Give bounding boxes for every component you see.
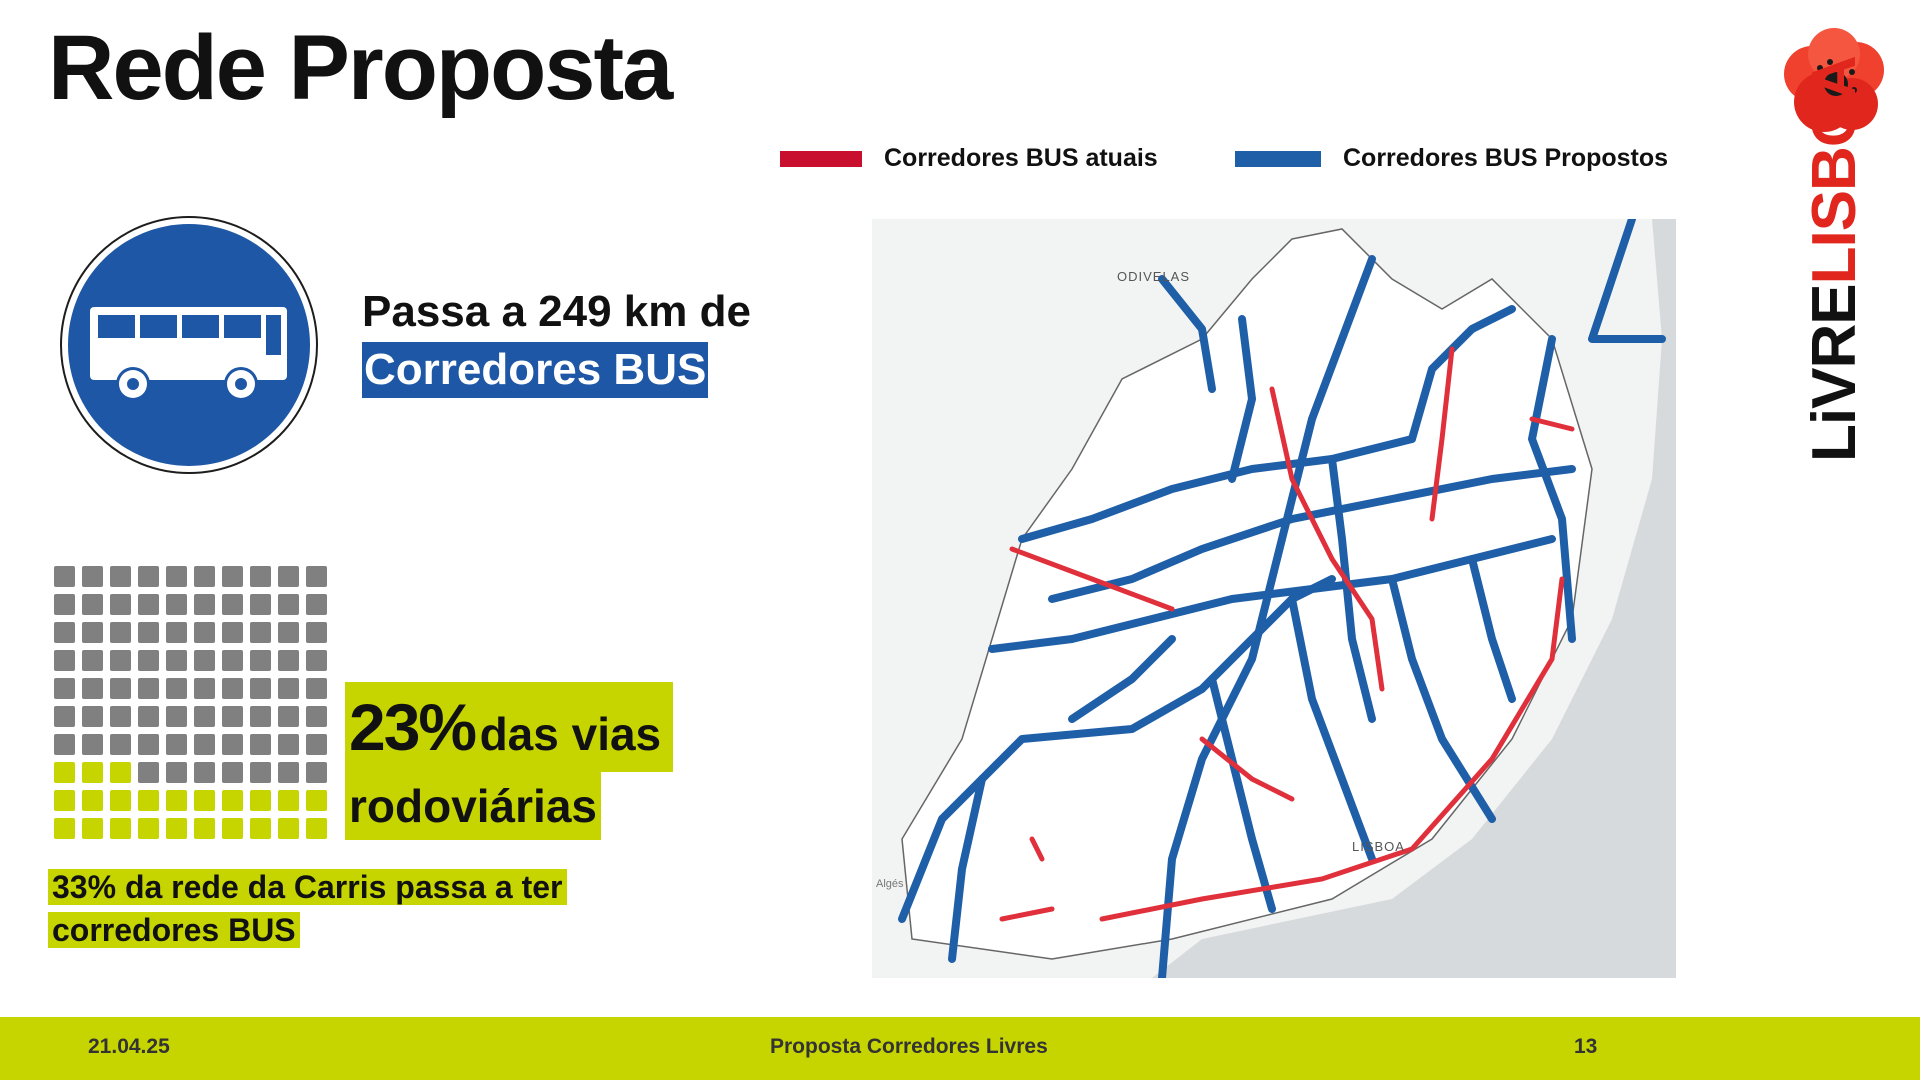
waffle-cell <box>82 734 103 755</box>
waffle-cell <box>306 790 327 811</box>
waffle-cell <box>54 734 75 755</box>
waffle-cell <box>250 706 271 727</box>
waffle-cell <box>278 818 299 839</box>
roads-stat-line2: rodoviárias <box>345 772 601 840</box>
waffle-cell <box>110 622 131 643</box>
waffle-cell <box>166 706 187 727</box>
waffle-cell <box>166 566 187 587</box>
carris-stat <box>48 866 567 952</box>
waffle-cell <box>82 622 103 643</box>
waffle-cell <box>166 818 187 839</box>
waffle-cell <box>82 790 103 811</box>
waffle-cell <box>110 594 131 615</box>
waffle-cell <box>110 734 131 755</box>
map-label-alges: Algés <box>876 878 904 890</box>
waffle-cell <box>222 762 243 783</box>
waffle-cell <box>250 566 271 587</box>
waffle-cell <box>54 790 75 811</box>
waffle-cell <box>54 650 75 671</box>
waffle-cell <box>82 566 103 587</box>
waffle-cell <box>250 594 271 615</box>
legend-current-swatch <box>780 151 862 167</box>
waffle-cell <box>222 734 243 755</box>
waffle-cell <box>54 622 75 643</box>
waffle-cell <box>222 790 243 811</box>
waffle-cell <box>194 818 215 839</box>
map-canvas <box>872 219 1676 978</box>
waffle-cell <box>194 762 215 783</box>
legend-current-label: Corredores BUS atuais <box>884 144 1158 172</box>
waffle-cell <box>138 734 159 755</box>
waffle-cell <box>82 594 103 615</box>
waffle-chart <box>54 566 327 839</box>
waffle-cell <box>278 762 299 783</box>
waffle-cell <box>54 818 75 839</box>
waffle-cell <box>82 650 103 671</box>
waffle-cell <box>54 594 75 615</box>
legend-current <box>780 144 1158 173</box>
waffle-cell <box>222 678 243 699</box>
km-stat-highlight: Corredores BUS <box>362 342 708 398</box>
waffle-cell <box>250 762 271 783</box>
waffle-cell <box>306 734 327 755</box>
waffle-cell <box>110 790 131 811</box>
legend-proposed-label: Corredores BUS Propostos <box>1343 144 1669 172</box>
waffle-cell <box>54 678 75 699</box>
waffle-cell <box>138 818 159 839</box>
waffle-cell <box>138 650 159 671</box>
waffle-cell <box>306 678 327 699</box>
waffle-cell <box>306 622 327 643</box>
waffle-cell <box>222 622 243 643</box>
map-label-odivelas: ODIVELAS <box>1117 269 1191 284</box>
waffle-cell <box>82 762 103 783</box>
brand-word-livre: LiVRE <box>1800 284 1869 462</box>
waffle-cell <box>222 650 243 671</box>
waffle-cell <box>250 622 271 643</box>
brand-logo-text <box>1800 56 1869 462</box>
waffle-cell <box>222 706 243 727</box>
km-stat-line1: Passa a 249 km de <box>362 287 751 336</box>
waffle-cell <box>222 566 243 587</box>
waffle-cell <box>166 678 187 699</box>
footer-title: Proposta Corredores Livres <box>770 1035 1048 1058</box>
waffle-cell <box>138 566 159 587</box>
waffle-cell <box>278 706 299 727</box>
waffle-cell <box>278 566 299 587</box>
waffle-cell <box>194 790 215 811</box>
bus-network-map <box>872 219 1676 978</box>
waffle-cell <box>82 678 103 699</box>
waffle-cell <box>194 650 215 671</box>
waffle-cell <box>250 734 271 755</box>
waffle-cell <box>166 734 187 755</box>
waffle-cell <box>278 678 299 699</box>
roads-stat <box>345 682 673 840</box>
waffle-cell <box>82 818 103 839</box>
waffle-cell <box>54 566 75 587</box>
waffle-cell <box>194 678 215 699</box>
waffle-cell <box>278 790 299 811</box>
waffle-cell <box>138 762 159 783</box>
waffle-cell <box>222 818 243 839</box>
waffle-cell <box>194 622 215 643</box>
waffle-cell <box>306 706 327 727</box>
km-stat <box>362 283 751 399</box>
waffle-cell <box>222 594 243 615</box>
waffle-cell <box>194 566 215 587</box>
waffle-cell <box>138 790 159 811</box>
waffle-cell <box>54 762 75 783</box>
waffle-cell <box>138 706 159 727</box>
waffle-cell <box>138 622 159 643</box>
waffle-cell <box>306 566 327 587</box>
bus-sign-icon <box>58 214 320 476</box>
waffle-cell <box>278 622 299 643</box>
waffle-cell <box>306 818 327 839</box>
brand-word-lisboa: LISBOA <box>1800 56 1869 285</box>
waffle-cell <box>166 622 187 643</box>
footer-page-number: 13 <box>1574 1035 1598 1058</box>
waffle-cell <box>166 650 187 671</box>
page-title: Rede Proposta <box>48 17 672 119</box>
waffle-cell <box>278 650 299 671</box>
waffle-cell <box>306 594 327 615</box>
waffle-cell <box>250 678 271 699</box>
footer-date: 21.04.25 <box>88 1035 170 1058</box>
waffle-cell <box>250 790 271 811</box>
waffle-cell <box>194 734 215 755</box>
waffle-cell <box>82 706 103 727</box>
waffle-cell <box>166 594 187 615</box>
carris-stat-line1: 33% da rede da Carris passa a ter <box>48 869 567 905</box>
waffle-cell <box>138 678 159 699</box>
waffle-cell <box>278 594 299 615</box>
waffle-cell <box>306 650 327 671</box>
waffle-cell <box>306 762 327 783</box>
waffle-cell <box>138 594 159 615</box>
waffle-cell <box>250 818 271 839</box>
waffle-cell <box>166 762 187 783</box>
waffle-cell <box>110 818 131 839</box>
waffle-cell <box>194 706 215 727</box>
map-label-lisboa: LISBOA <box>1352 839 1405 854</box>
carris-stat-line2: corredores BUS <box>48 912 300 948</box>
waffle-cell <box>110 706 131 727</box>
waffle-cell <box>110 678 131 699</box>
legend-proposed <box>1235 144 1668 173</box>
waffle-cell <box>110 762 131 783</box>
waffle-cell <box>110 650 131 671</box>
waffle-cell <box>250 650 271 671</box>
footer-bar <box>0 1017 1920 1080</box>
waffle-cell <box>110 566 131 587</box>
roads-stat-percent: 23% <box>349 690 476 764</box>
roads-stat-suffix: das vias <box>479 708 662 760</box>
waffle-cell <box>278 734 299 755</box>
waffle-cell <box>194 594 215 615</box>
waffle-cell <box>54 706 75 727</box>
waffle-cell <box>166 790 187 811</box>
legend-proposed-swatch <box>1235 151 1321 167</box>
